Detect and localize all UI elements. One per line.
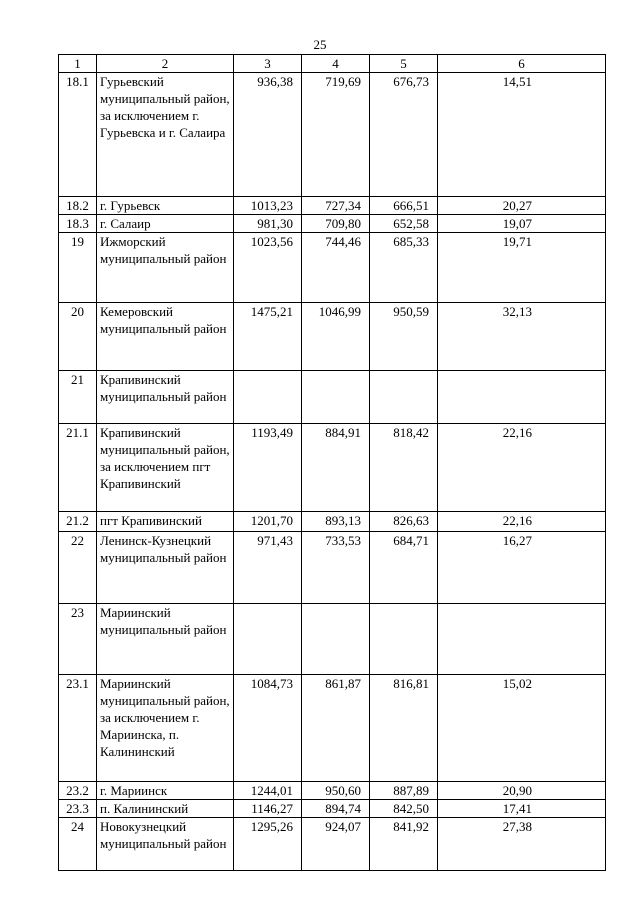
value-col-6 [438, 604, 606, 675]
row-number: 23.2 [59, 782, 97, 800]
table-row [59, 782, 606, 800]
value-col-4 [302, 371, 370, 424]
value-col-4: 709,80 [302, 215, 370, 233]
territory-name: Кемеровский муниципальный район [97, 303, 234, 371]
table-row [59, 818, 606, 871]
value-col-3: 1201,70 [234, 512, 302, 532]
column-header: 2 [97, 55, 234, 73]
territory-name: Ленинск-Кузнецкий муниципальный район [97, 532, 234, 604]
territory-name: пгт Крапивинский [97, 512, 234, 532]
value-col-3: 1193,49 [234, 424, 302, 512]
table-row [59, 73, 606, 197]
territory-name: г. Мариинск [97, 782, 234, 800]
table-row [59, 233, 606, 303]
table-row [59, 424, 606, 512]
value-col-6: 32,13 [438, 303, 606, 371]
value-col-4: 924,07 [302, 818, 370, 871]
page-number: 25 [313, 37, 327, 52]
value-col-6: 16,27 [438, 532, 606, 604]
table-row [59, 512, 606, 532]
value-col-5: 818,42 [370, 424, 438, 512]
value-col-5: 684,71 [370, 532, 438, 604]
value-col-3: 1295,26 [234, 818, 302, 871]
value-col-4: 744,46 [302, 233, 370, 303]
value-col-5: 652,58 [370, 215, 438, 233]
row-number: 23.3 [59, 800, 97, 818]
value-col-5 [370, 604, 438, 675]
column-header: 3 [234, 55, 302, 73]
value-col-3: 1023,56 [234, 233, 302, 303]
value-col-6: 15,02 [438, 675, 606, 782]
row-number: 21 [59, 371, 97, 424]
value-col-3 [234, 604, 302, 675]
value-col-3: 1146,27 [234, 800, 302, 818]
table-row [59, 604, 606, 675]
row-number: 21.2 [59, 512, 97, 532]
value-col-4: 719,69 [302, 73, 370, 197]
column-header: 6 [438, 55, 606, 73]
value-col-4: 950,60 [302, 782, 370, 800]
value-col-5: 887,89 [370, 782, 438, 800]
row-number: 18.1 [59, 73, 97, 197]
territory-name: Гурьевский муниципальный район, за исключением г. Гурьевска и г. Салаира [97, 73, 234, 197]
value-col-5: 841,92 [370, 818, 438, 871]
value-col-5: 826,63 [370, 512, 438, 532]
row-number: 23.1 [59, 675, 97, 782]
row-number: 22 [59, 532, 97, 604]
value-col-3: 1244,01 [234, 782, 302, 800]
row-number: 24 [59, 818, 97, 871]
value-col-4: 861,87 [302, 675, 370, 782]
table-row [59, 532, 606, 604]
value-col-3: 1475,21 [234, 303, 302, 371]
table-row [59, 675, 606, 782]
value-col-3: 936,38 [234, 73, 302, 197]
territory-name: Новокузнецкий муниципальный район [97, 818, 234, 871]
value-col-6: 22,16 [438, 424, 606, 512]
tariff-table [58, 54, 606, 871]
value-col-6: 27,38 [438, 818, 606, 871]
column-header: 4 [302, 55, 370, 73]
value-col-4: 733,53 [302, 532, 370, 604]
value-col-6: 17,41 [438, 800, 606, 818]
territory-name: Крапивинский муниципальный район, за исключением пгт Крапивинский [97, 424, 234, 512]
value-col-3: 971,43 [234, 532, 302, 604]
row-number: 19 [59, 233, 97, 303]
value-col-5: 950,59 [370, 303, 438, 371]
row-number: 21.1 [59, 424, 97, 512]
column-header: 1 [59, 55, 97, 73]
column-header: 5 [370, 55, 438, 73]
value-col-3: 1013,23 [234, 197, 302, 215]
value-col-6: 14,51 [438, 73, 606, 197]
value-col-4: 1046,99 [302, 303, 370, 371]
territory-name: Мариинский муниципальный район, за исключением г. Мариинска, п. Калининский [97, 675, 234, 782]
value-col-6 [438, 371, 606, 424]
value-col-4: 884,91 [302, 424, 370, 512]
table-row [59, 303, 606, 371]
row-number: 18.3 [59, 215, 97, 233]
value-col-6: 19,71 [438, 233, 606, 303]
value-col-6: 22,16 [438, 512, 606, 532]
value-col-5: 666,51 [370, 197, 438, 215]
row-number: 20 [59, 303, 97, 371]
value-col-4: 727,34 [302, 197, 370, 215]
value-col-4: 894,74 [302, 800, 370, 818]
table-row [59, 215, 606, 233]
value-col-3: 1084,73 [234, 675, 302, 782]
value-col-6: 20,90 [438, 782, 606, 800]
value-col-5 [370, 371, 438, 424]
table-row [59, 197, 606, 215]
value-col-5: 842,50 [370, 800, 438, 818]
territory-name: г. Гурьевск [97, 197, 234, 215]
territory-name: г. Салаир [97, 215, 234, 233]
value-col-4: 893,13 [302, 512, 370, 532]
value-col-3 [234, 371, 302, 424]
row-number: 23 [59, 604, 97, 675]
value-col-6: 19,07 [438, 215, 606, 233]
column-number-row [59, 55, 606, 73]
territory-name: Мариинский муниципальный район [97, 604, 234, 675]
row-number: 18.2 [59, 197, 97, 215]
value-col-5: 685,33 [370, 233, 438, 303]
table-row [59, 800, 606, 818]
territory-name: Ижморский муниципальный район [97, 233, 234, 303]
table-row [59, 371, 606, 424]
value-col-6: 20,27 [438, 197, 606, 215]
territory-name: п. Калининский [97, 800, 234, 818]
value-col-5: 816,81 [370, 675, 438, 782]
value-col-4 [302, 604, 370, 675]
territory-name: Крапивинский муниципальный район [97, 371, 234, 424]
value-col-5: 676,73 [370, 73, 438, 197]
value-col-3: 981,30 [234, 215, 302, 233]
